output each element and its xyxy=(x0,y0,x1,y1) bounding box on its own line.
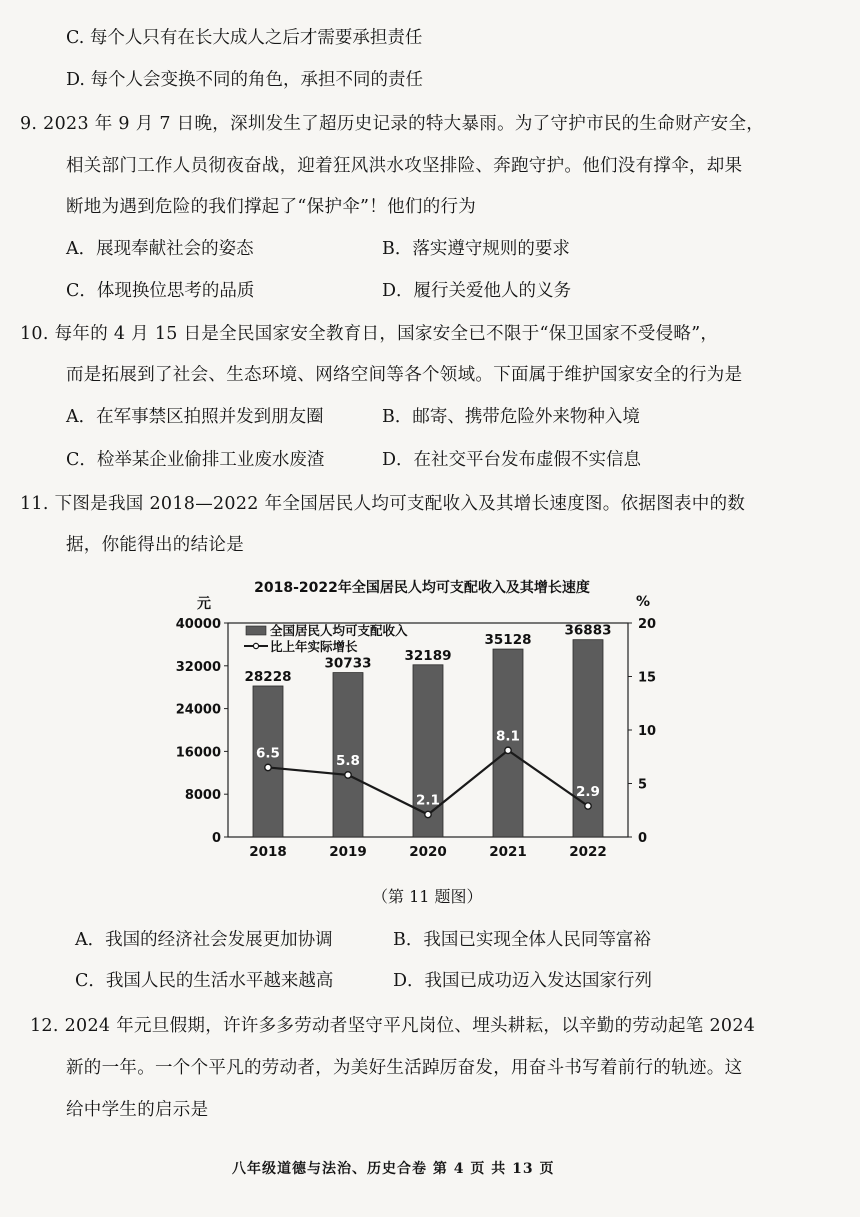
q10-stem-line-2: 而是拓展到了社会、生态环境、网络空间等各个领域。下面属于维护国家安全的行为是 xyxy=(66,365,743,385)
q11-option-b: B．我国已实现全体人民同等富裕 xyxy=(393,930,651,950)
q11-stem-line-1: 11. 下图是我国 2018—2022 年全国居民人均可支配收入及其增长速度图。依据图表中的数 xyxy=(20,494,746,514)
q9-option-c: C．体现换位思考的品质 xyxy=(66,281,255,301)
q12-stem-line-3: 给中学生的启示是 xyxy=(66,1100,209,1120)
q11-option-d: D．我国已成功迈入发达国家行列 xyxy=(393,971,653,991)
chart-legend xyxy=(244,623,408,654)
growth-point-label: 2.1 xyxy=(416,792,440,809)
q9-stem-line-2: 相关部门工作人员彻夜奋战，迎着狂风洪水攻坚排险、奔跑守护。他们没有撑伞，却果 xyxy=(66,156,743,176)
x-axis-tick-label: 2019 xyxy=(329,844,367,860)
q9-stem-line-1: 9. 2023 年 9 月 7 日晚，深圳发生了超历史记录的特大暴雨。为了守护市民的生命财产安全， xyxy=(20,114,765,134)
q11-figure-caption: （第 11 题图） xyxy=(372,887,483,906)
x-axis-tick-label: 2020 xyxy=(409,844,447,860)
left-axis-tick-label: 40000 xyxy=(175,617,221,632)
right-axis-tick-label: 0 xyxy=(638,831,648,846)
q9-stem-line-3: 断地为遇到危险的我们撑起了“保护伞”！他们的行为 xyxy=(66,197,477,217)
q10-stem-line-1: 10. 每年的 4 月 15 日是全民国家安全教育日，国家安全已不限于“保卫国家不受侵略”， xyxy=(20,324,719,344)
q10-option-c: C．检举某企业偷排工业废水废渣 xyxy=(66,450,325,470)
q10-option-b: B．邮寄、携带危险外来物种入境 xyxy=(382,407,640,427)
growth-point-label: 5.8 xyxy=(336,752,360,769)
x-axis-tick-label: 2018 xyxy=(249,844,287,860)
legend-bar-swatch xyxy=(246,626,266,635)
q11-option-c: C．我国人民的生活水平越来越高 xyxy=(75,971,334,991)
q8-option-c: C. 每个人只有在长大成人之后才需要承担责任 xyxy=(66,28,423,48)
q9-option-a: A．展现奉献社会的姿态 xyxy=(66,239,254,259)
income-bar-label: 36883 xyxy=(564,622,612,639)
growth-point-label: 8.1 xyxy=(496,728,520,745)
q11-option-a: A．我国的经济社会发展更加协调 xyxy=(75,930,333,950)
left-axis-tick-label: 8000 xyxy=(184,788,221,804)
page-footer: 八年级道德与法治、历史合卷 第 4 页 共 13 页 xyxy=(232,1161,555,1177)
q9-option-b: B．落实遵守规则的要求 xyxy=(382,239,570,259)
income-bar-label: 28228 xyxy=(244,668,292,685)
legend-bar-label: 全国居民人均可支配收入 xyxy=(270,623,408,638)
growth-point xyxy=(345,772,351,778)
income-bar-label: 32189 xyxy=(404,647,452,664)
x-axis-tick-label: 2021 xyxy=(489,844,527,860)
right-axis-tick-label: 20 xyxy=(638,617,657,632)
growth-point-label: 6.5 xyxy=(256,745,280,762)
growth-point-label: 2.9 xyxy=(576,783,600,800)
left-axis-tick-label: 0 xyxy=(211,831,221,846)
right-axis-tick-label: 5 xyxy=(638,777,648,793)
income-growth-chart xyxy=(0,570,860,870)
q10-option-d: D．在社交平台发布虚假不实信息 xyxy=(382,450,642,470)
income-bar-label: 30733 xyxy=(324,655,372,672)
left-axis-tick-label: 32000 xyxy=(175,659,221,675)
left-axis-tick-label: 16000 xyxy=(175,745,221,761)
q8-option-d: D. 每个人会变换不同的角色，承担不同的责任 xyxy=(66,70,424,90)
right-axis-tick-label: 10 xyxy=(638,724,657,739)
growth-point xyxy=(505,747,511,753)
x-axis-tick-label: 2022 xyxy=(569,844,607,860)
left-axis-unit: 元 xyxy=(197,596,211,612)
growth-point xyxy=(265,764,271,770)
growth-point xyxy=(585,803,591,809)
legend-line-marker xyxy=(253,643,258,648)
q11-stem-line-2: 据，你能得出的结论是 xyxy=(66,535,244,555)
growth-point xyxy=(425,811,431,817)
right-axis-tick-label: 15 xyxy=(638,670,657,686)
q12-stem-line-1: 12. 2024 年元旦假期，许许多多劳动者坚守平凡岗位、埋头耕耘，以辛勤的劳动起笔 2024 xyxy=(30,1016,756,1036)
income-bar-label: 35128 xyxy=(484,632,532,649)
legend-line-label: 比上年实际增长 xyxy=(270,639,358,654)
left-axis-tick-label: 24000 xyxy=(175,702,221,718)
income-bar xyxy=(253,686,283,837)
q10-option-a: A．在军事禁区拍照并发到朋友圈 xyxy=(66,407,324,427)
chart-title: 2018-2022年全国居民人均可支配收入及其增长速度 xyxy=(254,580,590,596)
q12-stem-line-2: 新的一年。一个个平凡的劳动者，为美好生活踔厉奋发，用奋斗书写着前行的轨迹。这 xyxy=(66,1058,743,1078)
q9-option-d: D．履行关爱他人的义务 xyxy=(382,281,572,301)
right-axis-unit: % xyxy=(636,594,651,610)
